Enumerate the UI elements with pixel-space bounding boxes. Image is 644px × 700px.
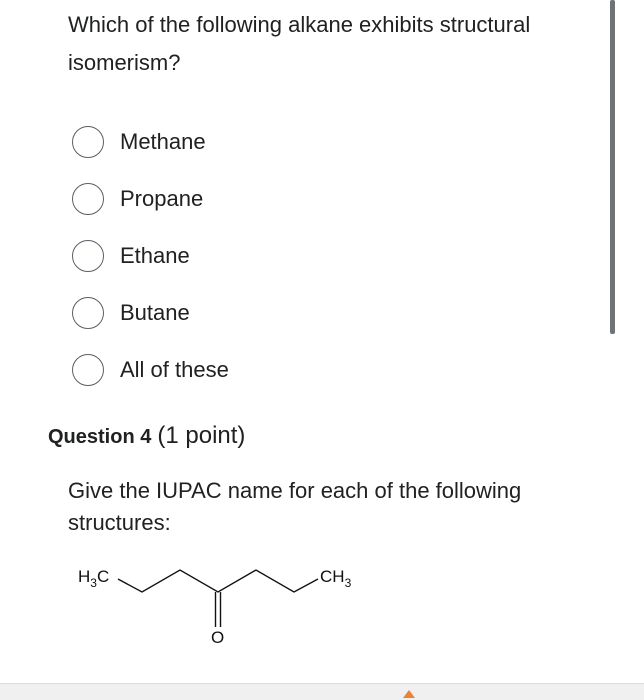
h3c-label: $H_3C$ <box>78 567 110 590</box>
question-3-text: Which of the following alkane exhibits structural isomerism? <box>68 12 531 75</box>
carbon-chain <box>118 570 318 592</box>
question-4-points: (1 point) <box>157 422 246 449</box>
vertical-scrollbar[interactable] <box>610 0 615 334</box>
oxygen-label: O <box>211 628 225 647</box>
question-4-heading <box>48 422 245 450</box>
option-methane[interactable] <box>72 113 229 170</box>
radio-button[interactable] <box>72 354 104 386</box>
option-ethane[interactable] <box>72 227 229 284</box>
question-4-text: Give the IUPAC name for each of the following structures: <box>68 478 522 535</box>
option-label: Methane <box>120 128 206 154</box>
option-label: Ethane <box>120 242 190 268</box>
ch3-label: $CH_3$ <box>320 567 352 590</box>
radio-button[interactable] <box>72 183 104 215</box>
question-4-title: Question 4 <box>48 426 152 448</box>
radio-button[interactable] <box>72 126 104 158</box>
option-butane[interactable] <box>72 284 229 341</box>
answer-options <box>72 113 229 398</box>
chemical-structure-diagram <box>60 552 380 652</box>
bottom-toolbar <box>0 683 644 700</box>
radio-button[interactable] <box>72 240 104 272</box>
warning-triangle-icon <box>403 690 415 698</box>
option-label: All of these <box>120 356 229 382</box>
option-label: Propane <box>120 185 204 211</box>
option-all-of-these[interactable] <box>72 341 229 398</box>
radio-button[interactable] <box>72 297 104 329</box>
option-label: Butane <box>120 299 190 325</box>
option-propane[interactable] <box>72 170 229 227</box>
